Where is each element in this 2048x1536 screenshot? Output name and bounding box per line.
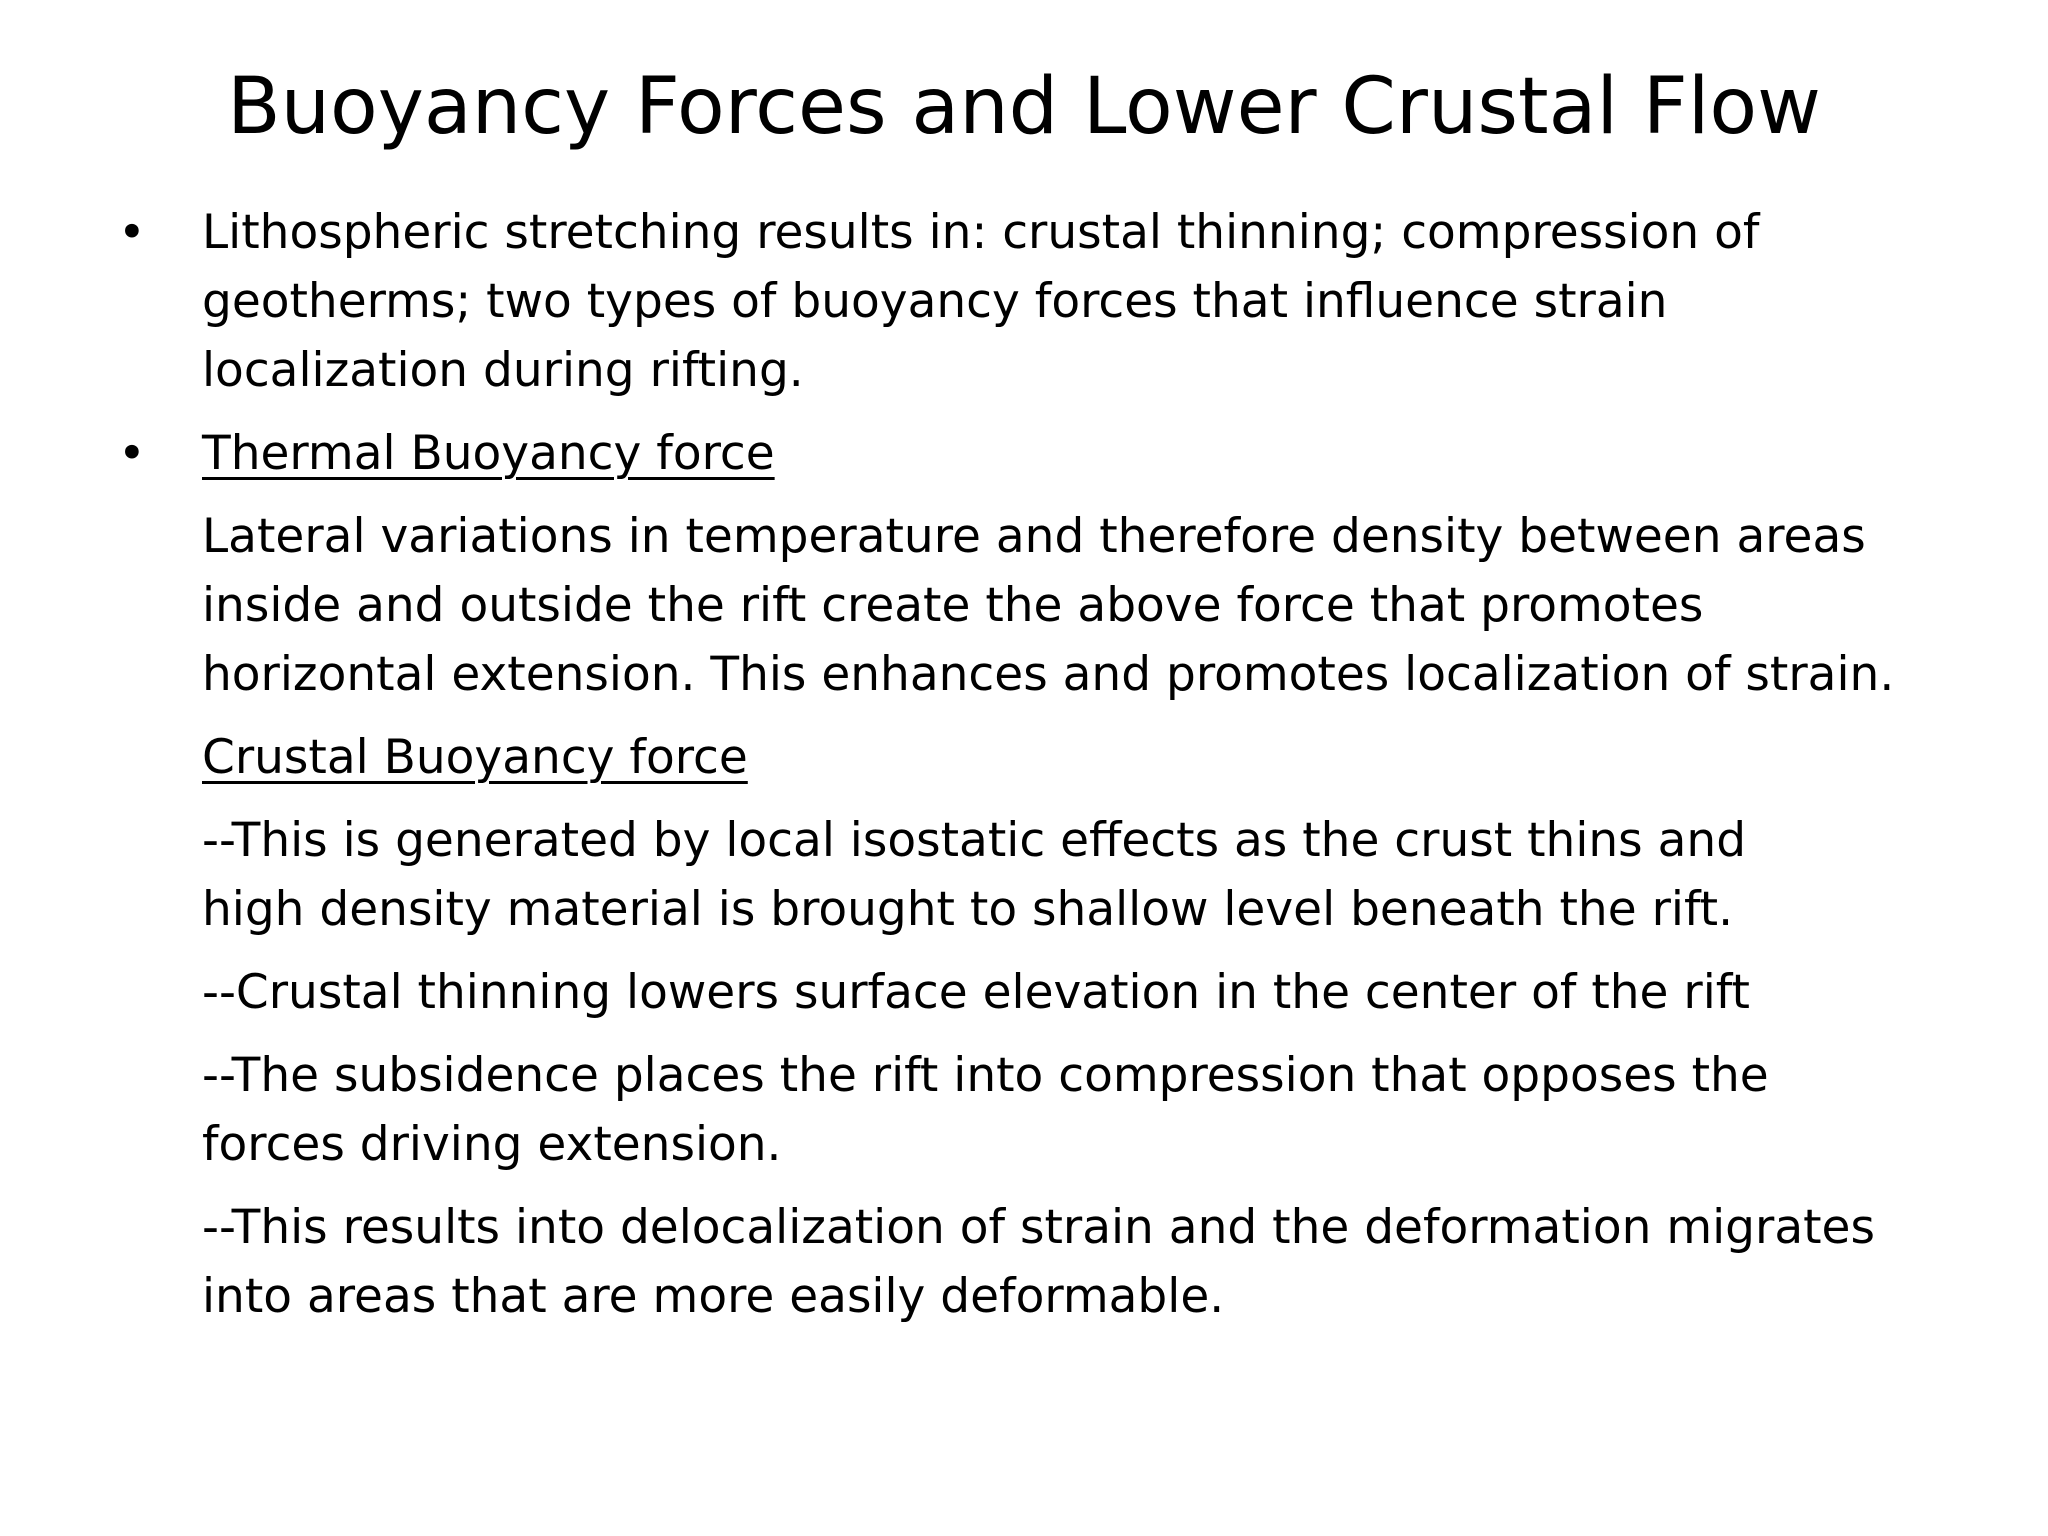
bullet-thermal — [110, 419, 2010, 488]
crustal-point: --The subsidence places the rift into compression that opposes the forces driving extension. — [202, 1048, 1814, 1172]
crustal-heading: Crustal Buoyancy force — [202, 730, 748, 785]
intro-text: Lithospheric stretching results in: crustal thinning; compression of geotherms; two types of buoyancy forces that influence strain localization during rifting. — [202, 205, 1760, 398]
crustal-point: --This results into delocalization of strain and the deformation migrates into areas that are more easily deformable. — [202, 1200, 1875, 1324]
slide-title: Buoyancy Forces and Lower Crustal Flow — [227, 62, 1821, 152]
thermal-heading: Thermal Buoyancy force — [202, 426, 775, 481]
slide-body — [110, 198, 2010, 1331]
bullet-marker: • — [118, 426, 146, 481]
crustal-point: --This is generated by local isostatic effects as the crust thins and high density material is brought to shallow level beneath the rift. — [202, 813, 1747, 937]
crustal-point: --Crustal thinning lowers surface elevation in the center of the rift — [202, 965, 1750, 1020]
bullet-marker: • — [118, 205, 146, 260]
thermal-text: Lateral variations in temperature and therefore density between areas inside and outside the rift create the above force that promotes horizontal extension. This enhances and promotes localization of strain. — [202, 509, 1895, 702]
bullet-intro — [110, 198, 1862, 405]
crustal-heading-row — [110, 723, 2010, 792]
